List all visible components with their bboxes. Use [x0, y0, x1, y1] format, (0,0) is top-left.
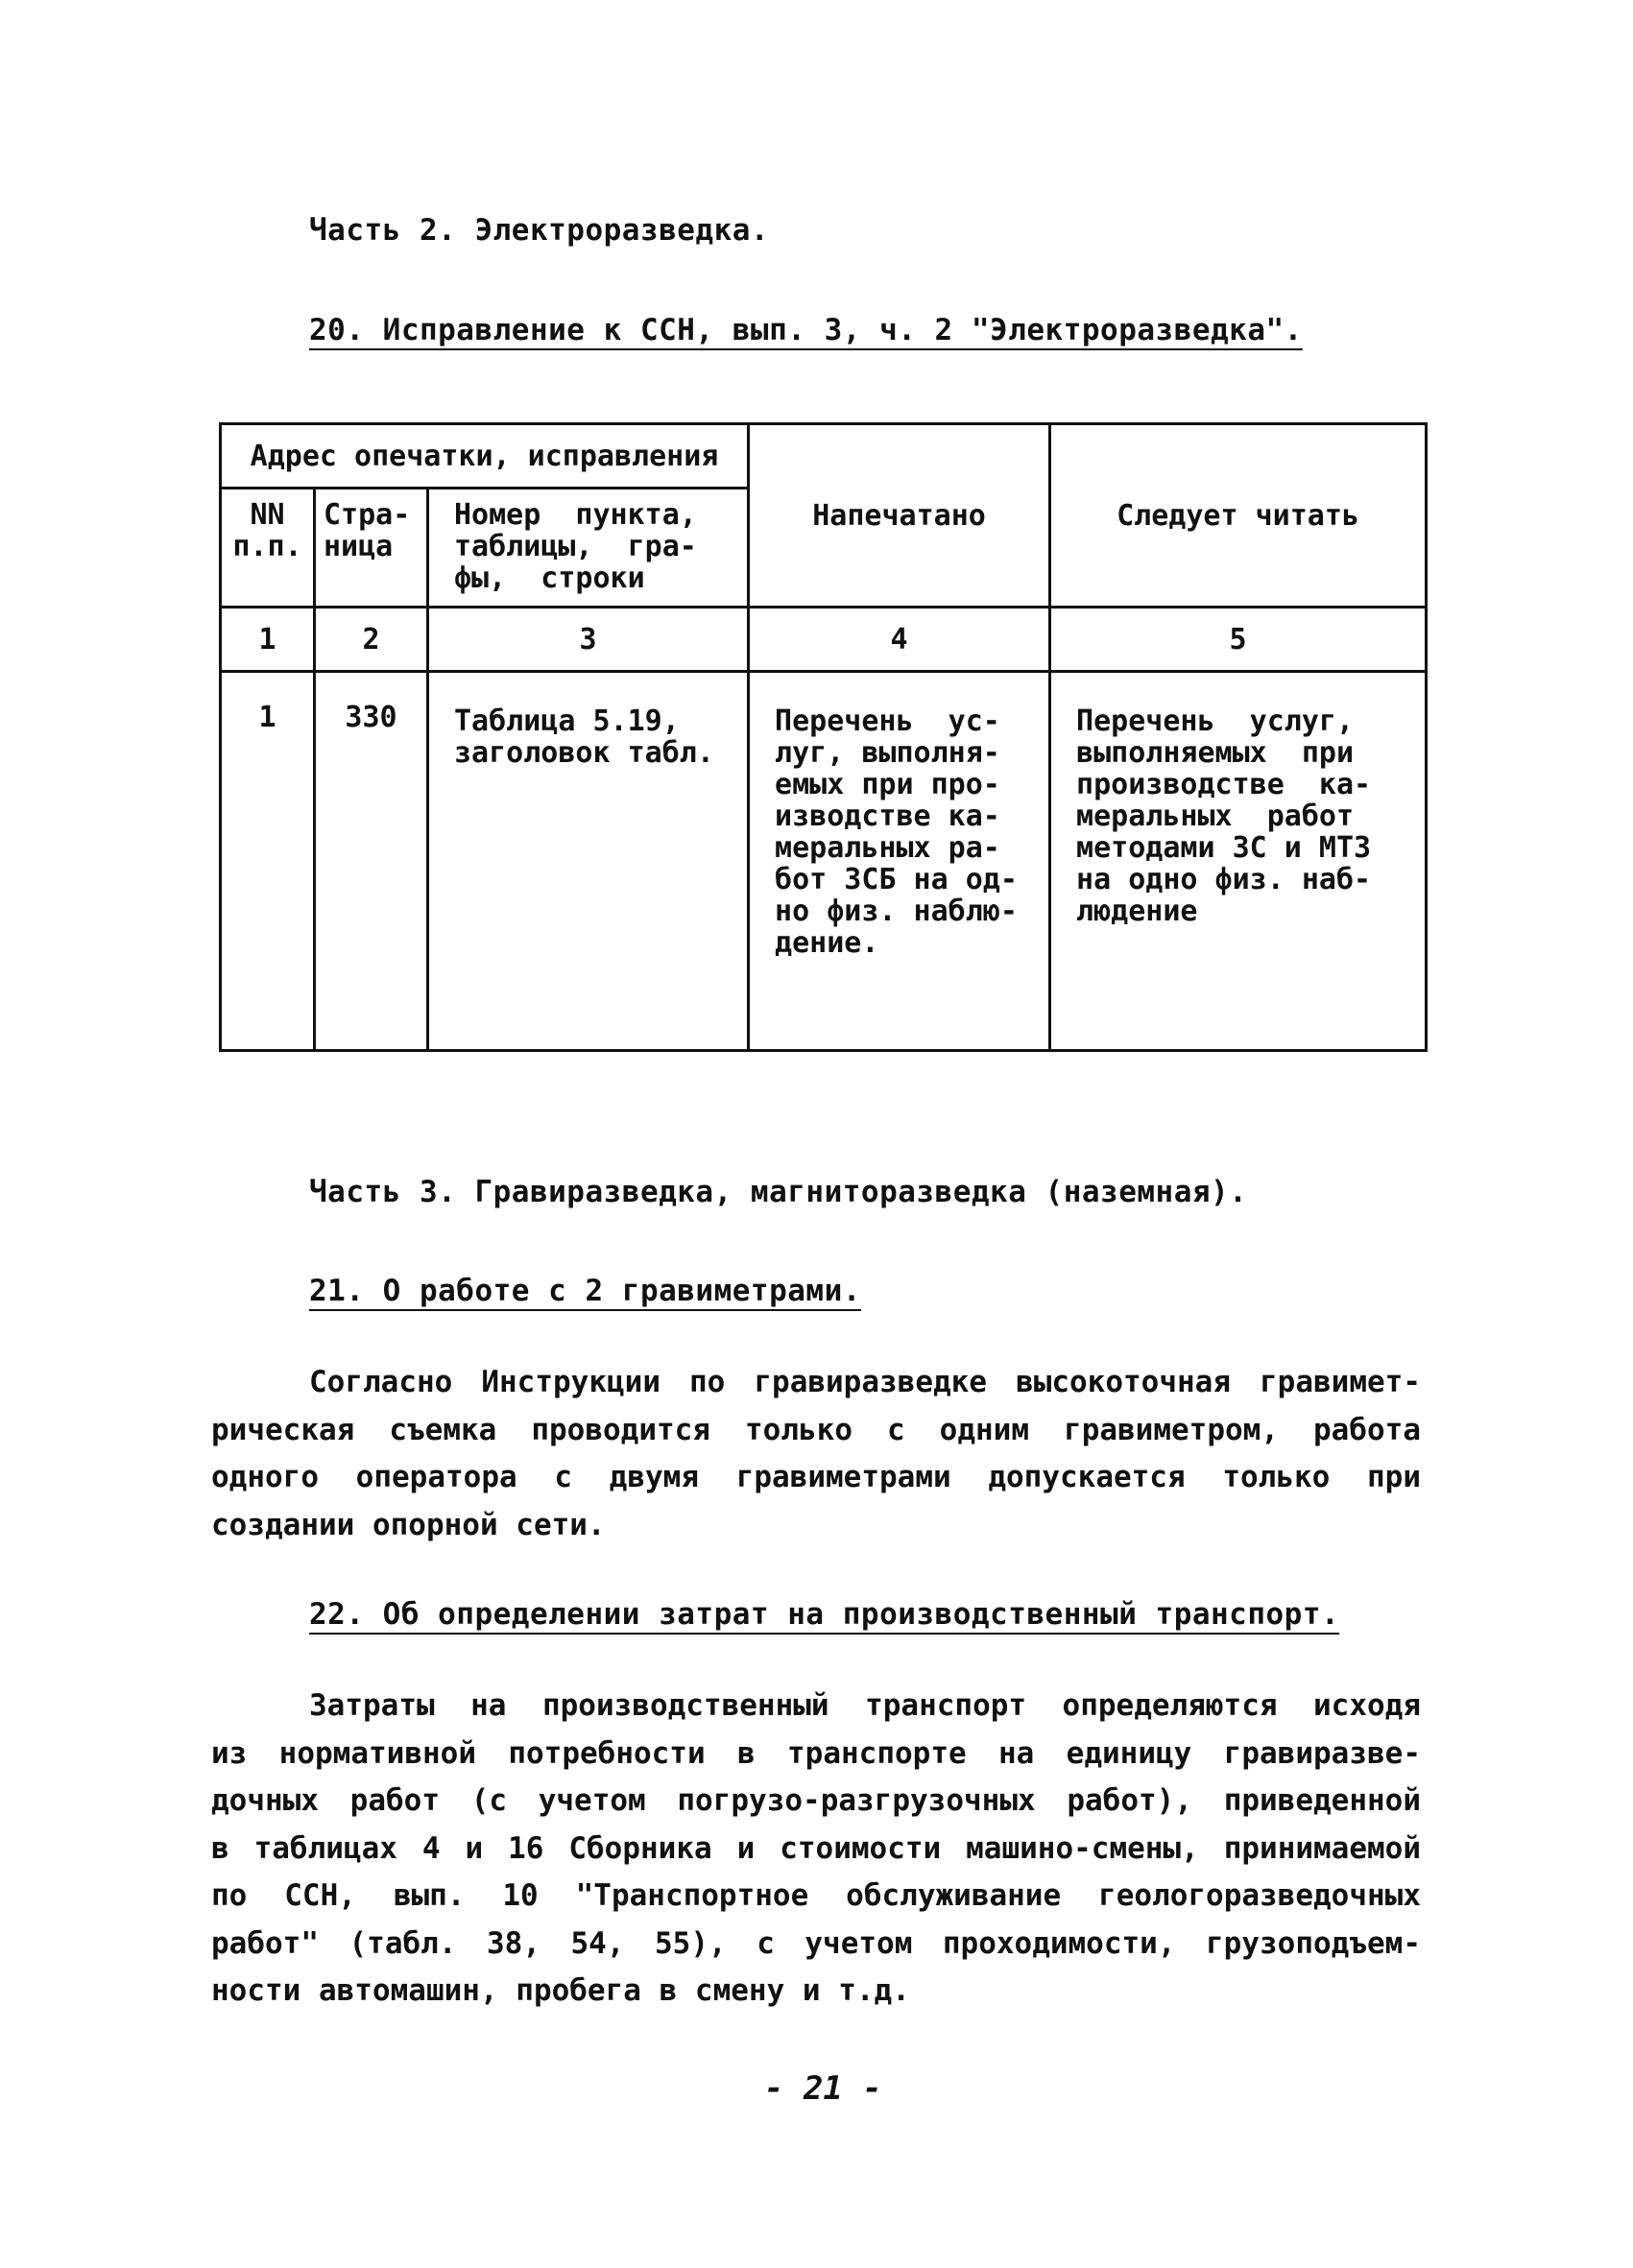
section22-heading: 22. Об определении затрат на производственный транспорт.: [309, 1597, 1340, 1632]
column-number: 3: [428, 608, 749, 672]
section21-paragraph: [211, 1359, 1421, 1549]
section20-heading: 20. Исправление к ССН, вып. 3, ч. 2 "Электроразведка".: [309, 313, 1303, 347]
header-item: Номер пункта, таблицы, гра- фы, строки: [428, 489, 749, 608]
header-page: Стра- ница: [315, 489, 428, 608]
header-printed: Напечатано: [749, 424, 1050, 608]
paragraph-line: ности автомашин, пробега в смену и т.д.: [211, 1973, 910, 2008]
header-nn: NN п.п.: [221, 489, 315, 608]
column-number: 5: [1050, 608, 1427, 672]
row-should-read: Перечень услуг, выполняемых при производстве ка- меральных работ методами ЗС и МТЗ на одно физ. наб- людение: [1050, 672, 1427, 1051]
paragraph-line: рическая съемка проводится только с одним гравиметром, работа: [211, 1412, 1421, 1447]
errata-table: [219, 422, 1428, 1052]
column-number: 1: [221, 608, 315, 672]
row-page: 330: [315, 672, 428, 1051]
column-number: 4: [749, 608, 1050, 672]
paragraph-line: одного оператора с двумя гравиметрами допускается только при: [211, 1460, 1421, 1494]
paragraph-line: в таблицах 4 и 16 Сборника и стоимости машино-смены, принимаемой: [211, 1830, 1421, 1866]
row-printed: Перечень ус- луг, выполня- емых при про- изводстве ка- меральных ра- бот ЗСБ на од- но физ. наблю- дение.: [749, 672, 1050, 1051]
paragraph-line: по ССН, вып. 10 "Транспортное обслуживание геологоразведочных: [211, 1878, 1421, 1913]
part2-heading: Часть 2. Электроразведка.: [309, 213, 770, 248]
section22-paragraph: [211, 1683, 1421, 2016]
column-number: 2: [315, 608, 428, 672]
header-address: Адрес опечатки, исправления: [221, 424, 749, 489]
paragraph-line: работ" (табл. 38, 54, 55), с учетом проходимости, грузоподъем-: [211, 1925, 1421, 1961]
part3-heading: Часть 3. Гравиразведка, магниторазведка (наземная).: [309, 1175, 1248, 1209]
page-number: - 21 -: [764, 2069, 882, 2108]
paragraph-line: дочных работ (с учетом погрузо-разгрузочных работ), приведенной: [211, 1783, 1421, 1818]
paragraph-line: из нормативной потребности в транспорте на единицу гравиразве-: [211, 1735, 1421, 1771]
row-nn: 1: [221, 672, 315, 1051]
paragraph-line: Согласно Инструкции по гравиразведке высокоточная гравимет-: [309, 1365, 1421, 1399]
table-row: [221, 672, 1427, 1051]
row-item: Таблица 5.19, заголовок табл.: [428, 672, 749, 1051]
header-should-read: Следует читать: [1050, 424, 1427, 608]
paragraph-line: Затраты на производственный транспорт определяются исходя: [309, 1688, 1421, 1723]
section21-heading: 21. О работе с 2 гравиметрами.: [309, 1274, 861, 1308]
paragraph-line: создании опорной сети.: [211, 1507, 606, 1542]
